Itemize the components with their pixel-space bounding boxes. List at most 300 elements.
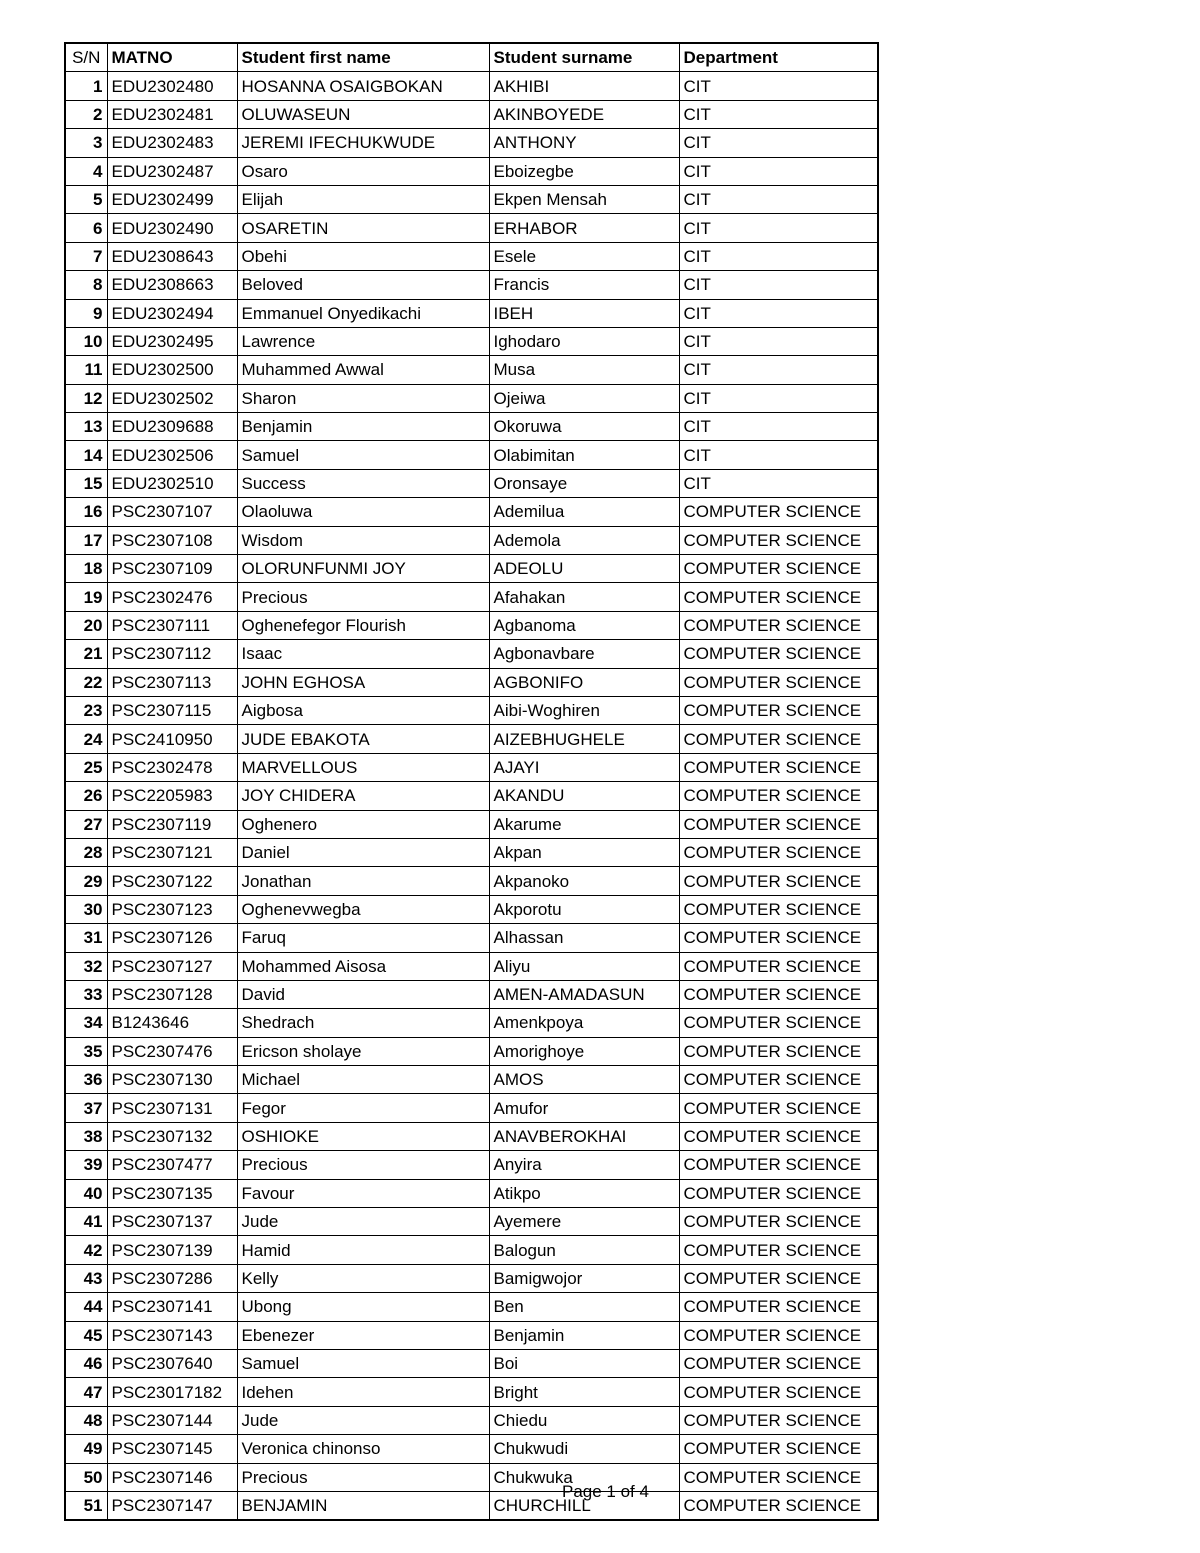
page-number: Page 1 of 4: [562, 1482, 649, 1501]
table-row: [65, 867, 878, 895]
row-department: COMPUTER SCIENCE: [679, 526, 878, 554]
row-first-name: Wisdom: [237, 526, 489, 554]
row-department: COMPUTER SCIENCE: [679, 867, 878, 895]
row-first-name: Success: [237, 469, 489, 497]
row-department: COMPUTER SCIENCE: [679, 1122, 878, 1150]
row-department: CIT: [679, 299, 878, 327]
student-table: [64, 42, 879, 1521]
row-first-name: Oghenefegor Flourish: [237, 611, 489, 639]
table-row: [65, 356, 878, 384]
row-sn: 45: [65, 1321, 107, 1349]
row-sn: 39: [65, 1151, 107, 1179]
row-matno: EDU2308663: [107, 271, 237, 299]
row-first-name: OSARETIN: [237, 214, 489, 242]
row-matno: PSC2307141: [107, 1293, 237, 1321]
row-first-name: Fegor: [237, 1094, 489, 1122]
row-department: COMPUTER SCIENCE: [679, 696, 878, 724]
row-department: COMPUTER SCIENCE: [679, 1236, 878, 1264]
table-row: [65, 668, 878, 696]
row-department: COMPUTER SCIENCE: [679, 952, 878, 980]
row-matno: PSC2307132: [107, 1122, 237, 1150]
header-surname: Student surname: [489, 43, 679, 72]
row-sn: 40: [65, 1179, 107, 1207]
row-sn: 41: [65, 1208, 107, 1236]
row-matno: PSC2307126: [107, 924, 237, 952]
table-row: [65, 782, 878, 810]
table-row: [65, 498, 878, 526]
row-surname: Francis: [489, 271, 679, 299]
row-surname: Amenkpoya: [489, 1009, 679, 1037]
row-first-name: HOSANNA OSAIGBOKAN: [237, 72, 489, 100]
table-row: [65, 1378, 878, 1406]
table-row: [65, 1491, 878, 1520]
row-surname: Boi: [489, 1349, 679, 1377]
row-matno: EDU2302500: [107, 356, 237, 384]
table-row: [65, 242, 878, 270]
row-sn: 16: [65, 498, 107, 526]
row-first-name: Shedrach: [237, 1009, 489, 1037]
row-first-name: Olaoluwa: [237, 498, 489, 526]
row-first-name: BENJAMIN: [237, 1491, 489, 1520]
table-row: [65, 1321, 878, 1349]
row-surname: AJAYI: [489, 753, 679, 781]
row-matno: PSC23017182: [107, 1378, 237, 1406]
row-department: COMPUTER SCIENCE: [679, 1066, 878, 1094]
row-sn: 51: [65, 1491, 107, 1520]
row-surname: AMOS: [489, 1066, 679, 1094]
row-first-name: Jonathan: [237, 867, 489, 895]
row-matno: PSC2307107: [107, 498, 237, 526]
row-first-name: Daniel: [237, 838, 489, 866]
row-first-name: OLORUNFUNMI JOY: [237, 555, 489, 583]
row-surname: Bright: [489, 1378, 679, 1406]
header-sn: S/N: [65, 43, 107, 72]
row-first-name: JOHN EGHOSA: [237, 668, 489, 696]
table-row: [65, 1208, 878, 1236]
row-first-name: Ebenezer: [237, 1321, 489, 1349]
row-department: COMPUTER SCIENCE: [679, 668, 878, 696]
row-surname: AKANDU: [489, 782, 679, 810]
row-surname: Okoruwa: [489, 413, 679, 441]
row-matno: PSC2302476: [107, 583, 237, 611]
row-surname: Aliyu: [489, 952, 679, 980]
row-first-name: Precious: [237, 1151, 489, 1179]
table-row: [65, 1037, 878, 1065]
row-first-name: Benjamin: [237, 413, 489, 441]
row-first-name: Ubong: [237, 1293, 489, 1321]
row-sn: 5: [65, 185, 107, 213]
row-surname: Ighodaro: [489, 327, 679, 355]
table-row: [65, 384, 878, 412]
row-first-name: Samuel: [237, 1349, 489, 1377]
row-department: COMPUTER SCIENCE: [679, 980, 878, 1008]
row-matno: EDU2302510: [107, 469, 237, 497]
table-row: [65, 555, 878, 583]
row-first-name: Aigbosa: [237, 696, 489, 724]
row-department: CIT: [679, 384, 878, 412]
table-row: [65, 1122, 878, 1150]
row-department: CIT: [679, 185, 878, 213]
row-surname: Ben: [489, 1293, 679, 1321]
table-row: [65, 1009, 878, 1037]
row-sn: 7: [65, 242, 107, 270]
table-row: [65, 327, 878, 355]
row-sn: 21: [65, 640, 107, 668]
row-sn: 15: [65, 469, 107, 497]
row-surname: Ademilua: [489, 498, 679, 526]
row-sn: 30: [65, 895, 107, 923]
row-matno: EDU2309688: [107, 413, 237, 441]
row-surname: Akarume: [489, 810, 679, 838]
row-department: CIT: [679, 327, 878, 355]
row-matno: EDU2302487: [107, 157, 237, 185]
row-department: CIT: [679, 157, 878, 185]
table-row: [65, 1236, 878, 1264]
row-matno: PSC2302478: [107, 753, 237, 781]
row-first-name: Michael: [237, 1066, 489, 1094]
row-first-name: MARVELLOUS: [237, 753, 489, 781]
row-surname: Esele: [489, 242, 679, 270]
header-first-name: Student first name: [237, 43, 489, 72]
row-matno: EDU2302502: [107, 384, 237, 412]
row-department: COMPUTER SCIENCE: [679, 1009, 878, 1037]
table-row: [65, 640, 878, 668]
row-surname: AMEN-AMADASUN: [489, 980, 679, 1008]
row-sn: 27: [65, 810, 107, 838]
row-surname: Oronsaye: [489, 469, 679, 497]
row-surname: ANTHONY: [489, 129, 679, 157]
row-matno: EDU2302483: [107, 129, 237, 157]
row-matno: PSC2307113: [107, 668, 237, 696]
row-first-name: Jude: [237, 1208, 489, 1236]
row-department: COMPUTER SCIENCE: [679, 498, 878, 526]
row-surname: Balogun: [489, 1236, 679, 1264]
row-surname: AKHIBI: [489, 72, 679, 100]
table-row: [65, 952, 878, 980]
row-department: COMPUTER SCIENCE: [679, 924, 878, 952]
row-first-name: Oghenero: [237, 810, 489, 838]
row-sn: 32: [65, 952, 107, 980]
table-row: [65, 838, 878, 866]
row-matno: B1243646: [107, 1009, 237, 1037]
row-department: COMPUTER SCIENCE: [679, 611, 878, 639]
row-matno: EDU2302499: [107, 185, 237, 213]
row-surname: Ojeiwa: [489, 384, 679, 412]
row-department: COMPUTER SCIENCE: [679, 1406, 878, 1434]
table-row: [65, 441, 878, 469]
row-department: CIT: [679, 441, 878, 469]
row-matno: PSC2307127: [107, 952, 237, 980]
row-surname: Aibi-Woghiren: [489, 696, 679, 724]
row-matno: PSC2307139: [107, 1236, 237, 1264]
row-department: COMPUTER SCIENCE: [679, 1349, 878, 1377]
row-surname: ANAVBEROKHAI: [489, 1122, 679, 1150]
row-surname: Olabimitan: [489, 441, 679, 469]
row-surname: Amorighoye: [489, 1037, 679, 1065]
row-surname: Chukwudi: [489, 1435, 679, 1463]
row-first-name: Muhammed Awwal: [237, 356, 489, 384]
row-matno: PSC2307131: [107, 1094, 237, 1122]
row-department: CIT: [679, 129, 878, 157]
row-department: COMPUTER SCIENCE: [679, 1378, 878, 1406]
table-row: [65, 895, 878, 923]
row-sn: 19: [65, 583, 107, 611]
table-row: [65, 1293, 878, 1321]
row-matno: PSC2307112: [107, 640, 237, 668]
table-row: [65, 1463, 878, 1491]
row-department: COMPUTER SCIENCE: [679, 725, 878, 753]
row-sn: 18: [65, 555, 107, 583]
row-surname: Musa: [489, 356, 679, 384]
row-sn: 31: [65, 924, 107, 952]
row-first-name: Faruq: [237, 924, 489, 952]
row-surname: Agbonavbare: [489, 640, 679, 668]
row-first-name: OLUWASEUN: [237, 100, 489, 128]
row-matno: EDU2302495: [107, 327, 237, 355]
table-row: [65, 185, 878, 213]
row-first-name: JOY CHIDERA: [237, 782, 489, 810]
row-matno: PSC2307128: [107, 980, 237, 1008]
row-department: COMPUTER SCIENCE: [679, 782, 878, 810]
row-sn: 49: [65, 1435, 107, 1463]
table-row: [65, 413, 878, 441]
row-sn: 22: [65, 668, 107, 696]
row-surname: Agbanoma: [489, 611, 679, 639]
table-row: [65, 1094, 878, 1122]
row-first-name: Mohammed Aisosa: [237, 952, 489, 980]
row-surname: Benjamin: [489, 1321, 679, 1349]
row-sn: 6: [65, 214, 107, 242]
row-first-name: Samuel: [237, 441, 489, 469]
row-first-name: David: [237, 980, 489, 1008]
row-matno: EDU2308643: [107, 242, 237, 270]
row-sn: 20: [65, 611, 107, 639]
row-department: COMPUTER SCIENCE: [679, 1321, 878, 1349]
row-surname: CHURCHILL: [489, 1491, 679, 1520]
table-row: [65, 980, 878, 1008]
row-first-name: Veronica chinonso: [237, 1435, 489, 1463]
row-matno: PSC2307108: [107, 526, 237, 554]
table-row: [65, 1435, 878, 1463]
table-row: [65, 1264, 878, 1292]
table-row: [65, 810, 878, 838]
row-first-name: Ericson sholaye: [237, 1037, 489, 1065]
row-sn: 38: [65, 1122, 107, 1150]
row-surname: Akporotu: [489, 895, 679, 923]
row-matno: PSC2307137: [107, 1208, 237, 1236]
row-sn: 47: [65, 1378, 107, 1406]
table-row: [65, 924, 878, 952]
table-row: [65, 1179, 878, 1207]
row-department: COMPUTER SCIENCE: [679, 640, 878, 668]
row-matno: PSC2307640: [107, 1349, 237, 1377]
row-first-name: Obehi: [237, 242, 489, 270]
row-surname: Akpanoko: [489, 867, 679, 895]
table-row: [65, 526, 878, 554]
row-department: COMPUTER SCIENCE: [679, 1491, 878, 1520]
row-sn: 48: [65, 1406, 107, 1434]
row-sn: 9: [65, 299, 107, 327]
table-row: [65, 157, 878, 185]
row-sn: 44: [65, 1293, 107, 1321]
row-first-name: Idehen: [237, 1378, 489, 1406]
row-surname: Eboizegbe: [489, 157, 679, 185]
row-department: CIT: [679, 413, 878, 441]
row-matno: EDU2302490: [107, 214, 237, 242]
row-surname: AKINBOYEDE: [489, 100, 679, 128]
row-department: COMPUTER SCIENCE: [679, 753, 878, 781]
row-sn: 43: [65, 1264, 107, 1292]
table-body: [65, 72, 878, 1520]
row-sn: 10: [65, 327, 107, 355]
row-matno: PSC2307144: [107, 1406, 237, 1434]
row-matno: PSC2307122: [107, 867, 237, 895]
table-row: [65, 583, 878, 611]
row-sn: 14: [65, 441, 107, 469]
row-matno: PSC2307476: [107, 1037, 237, 1065]
row-matno: PSC2307143: [107, 1321, 237, 1349]
table-row: [65, 696, 878, 724]
row-sn: 3: [65, 129, 107, 157]
row-matno: PSC2307286: [107, 1264, 237, 1292]
row-first-name: Precious: [237, 1463, 489, 1491]
row-first-name: Sharon: [237, 384, 489, 412]
row-matno: PSC2307109: [107, 555, 237, 583]
row-sn: 24: [65, 725, 107, 753]
row-sn: 34: [65, 1009, 107, 1037]
header-row: [65, 43, 878, 72]
row-first-name: Oghenevwegba: [237, 895, 489, 923]
row-surname: Ayemere: [489, 1208, 679, 1236]
row-department: COMPUTER SCIENCE: [679, 1463, 878, 1491]
row-sn: 50: [65, 1463, 107, 1491]
table-row: [65, 129, 878, 157]
row-surname: Bamigwojor: [489, 1264, 679, 1292]
row-department: COMPUTER SCIENCE: [679, 895, 878, 923]
row-first-name: Emmanuel Onyedikachi: [237, 299, 489, 327]
row-sn: 25: [65, 753, 107, 781]
row-sn: 37: [65, 1094, 107, 1122]
table-row: [65, 72, 878, 100]
row-sn: 29: [65, 867, 107, 895]
row-matno: PSC2307145: [107, 1435, 237, 1463]
row-department: CIT: [679, 214, 878, 242]
row-first-name: Isaac: [237, 640, 489, 668]
row-surname: Anyira: [489, 1151, 679, 1179]
row-surname: Atikpo: [489, 1179, 679, 1207]
row-first-name: Elijah: [237, 185, 489, 213]
row-first-name: Precious: [237, 583, 489, 611]
row-sn: 46: [65, 1349, 107, 1377]
row-sn: 11: [65, 356, 107, 384]
row-department: COMPUTER SCIENCE: [679, 1151, 878, 1179]
row-matno: PSC2307119: [107, 810, 237, 838]
row-department: COMPUTER SCIENCE: [679, 1264, 878, 1292]
row-department: CIT: [679, 242, 878, 270]
row-matno: PSC2307135: [107, 1179, 237, 1207]
row-matno: PSC2307111: [107, 611, 237, 639]
row-surname: Afahakan: [489, 583, 679, 611]
header-department: Department: [679, 43, 878, 72]
row-sn: 12: [65, 384, 107, 412]
row-matno: PSC2410950: [107, 725, 237, 753]
row-surname: Ademola: [489, 526, 679, 554]
header-matno: MATNO: [107, 43, 237, 72]
row-surname: Chiedu: [489, 1406, 679, 1434]
row-sn: 23: [65, 696, 107, 724]
row-department: COMPUTER SCIENCE: [679, 555, 878, 583]
row-sn: 26: [65, 782, 107, 810]
table-row: [65, 100, 878, 128]
row-surname: Chukwuka: [489, 1463, 679, 1491]
row-department: COMPUTER SCIENCE: [679, 1094, 878, 1122]
row-department: COMPUTER SCIENCE: [679, 810, 878, 838]
row-first-name: Osaro: [237, 157, 489, 185]
row-sn: 28: [65, 838, 107, 866]
row-surname: Ekpen Mensah: [489, 185, 679, 213]
row-sn: 17: [65, 526, 107, 554]
row-sn: 36: [65, 1066, 107, 1094]
table-row: [65, 271, 878, 299]
row-first-name: JUDE EBAKOTA: [237, 725, 489, 753]
row-first-name: Favour: [237, 1179, 489, 1207]
table-row: [65, 469, 878, 497]
row-matno: EDU2302506: [107, 441, 237, 469]
row-department: COMPUTER SCIENCE: [679, 1179, 878, 1207]
row-department: CIT: [679, 356, 878, 384]
row-department: COMPUTER SCIENCE: [679, 583, 878, 611]
row-matno: EDU2302480: [107, 72, 237, 100]
row-sn: 8: [65, 271, 107, 299]
row-first-name: Kelly: [237, 1264, 489, 1292]
row-matno: PSC2205983: [107, 782, 237, 810]
row-matno: PSC2307121: [107, 838, 237, 866]
row-matno: PSC2307477: [107, 1151, 237, 1179]
row-sn: 4: [65, 157, 107, 185]
table-row: [65, 299, 878, 327]
table-row: [65, 725, 878, 753]
table-row: [65, 1406, 878, 1434]
row-department: COMPUTER SCIENCE: [679, 1293, 878, 1321]
row-surname: ERHABOR: [489, 214, 679, 242]
row-matno: PSC2307130: [107, 1066, 237, 1094]
row-matno: PSC2307115: [107, 696, 237, 724]
table-row: [65, 214, 878, 242]
row-first-name: Jude: [237, 1406, 489, 1434]
row-first-name: Beloved: [237, 271, 489, 299]
row-matno: EDU2302481: [107, 100, 237, 128]
row-matno: EDU2302494: [107, 299, 237, 327]
row-sn: 42: [65, 1236, 107, 1264]
row-sn: 13: [65, 413, 107, 441]
row-first-name: Hamid: [237, 1236, 489, 1264]
row-matno: PSC2307123: [107, 895, 237, 923]
row-department: COMPUTER SCIENCE: [679, 1435, 878, 1463]
row-first-name: OSHIOKE: [237, 1122, 489, 1150]
table-row: [65, 753, 878, 781]
table-row: [65, 611, 878, 639]
row-department: COMPUTER SCIENCE: [679, 1037, 878, 1065]
row-department: COMPUTER SCIENCE: [679, 838, 878, 866]
table-row: [65, 1066, 878, 1094]
row-surname: Amufor: [489, 1094, 679, 1122]
row-department: CIT: [679, 469, 878, 497]
row-surname: IBEH: [489, 299, 679, 327]
row-department: CIT: [679, 100, 878, 128]
row-sn: 33: [65, 980, 107, 1008]
row-surname: AGBONIFO: [489, 668, 679, 696]
row-first-name: Lawrence: [237, 327, 489, 355]
